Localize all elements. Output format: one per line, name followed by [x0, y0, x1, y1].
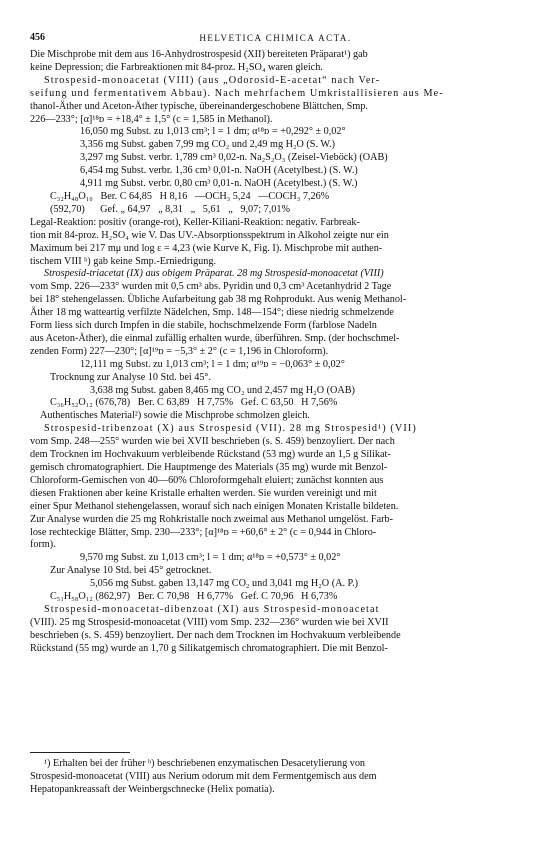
text-line: form). [30, 539, 56, 551]
formula-line: C₃₆H₅₂O₁₂ (676,78) Ber. C 63,89 H 7,75% Gef. C 63,50 H 7,56% [50, 397, 338, 409]
text-line: lose rechteckige Blätter, Smp. 230—233°; [α]¹⁸ᴅ = +60,6° ± 2° (c = 0,944 in Chloro- [30, 526, 377, 538]
text-line: beschrieben (s. S. 459) benzoyliert. Der nach dem Trocknen im Hochvakuum verbleibende [30, 629, 401, 641]
text-line: Die Mischprobe mit dem aus 16-Anhydrostrospesid (XII) bereiteten Präparat¹) gab [30, 49, 368, 60]
analysis-line: 6,454 mg Subst. verbr. 1,36 cm³ 0,01-n. NaOH (Acetylbest.) (S. W.) [80, 165, 358, 177]
text-line: zenden Form) 227—230°; [α]¹⁹ᴅ = −5,3° ± 2° (c = 1,196 in Chloroform). [30, 345, 329, 357]
running-header [30, 32, 521, 46]
text-line: Legal-Reaktion: positiv (orange-rot), Keller-Kiliani-Reaktion: negativ. Farbreak- [30, 216, 360, 228]
formula-line: C₅₁H₅₈O₁₂ (862,97) Ber. C 70,98 H 6,77% Gef. C 70,96 H 6,73% [50, 591, 338, 603]
analysis-line: 4,911 mg Subst. verbr. 0,80 cm³ 0,01-n. NaOH (Acetylbest.) (S. W.) [80, 178, 358, 190]
section-heading-line: Strospesid-monoacetat (VIII) (aus „Odorosid-E-acetat“ nach Ver- [44, 74, 381, 86]
measurement-line: 16,050 mg Subst. zu 1,013 cm³; l = 1 dm; α¹⁸ᴅ = +0,292° ± 0,02° [80, 126, 346, 138]
text-line: Trocknung zur Analyse 10 Std. bei 45°. [50, 371, 212, 383]
text-line: (VIII). 25 mg Strospesid-monoacetat (VIII) vom Smp. 232—236° wurden wie bei XVII [30, 616, 389, 628]
formula-line: C₃₂H₄₈O₁₀ Ber. C 64,85 H 8,16 —OCH₃ 5,24 —COCH₃ 7,26% [50, 190, 330, 202]
footnote-line: Strospesid-monoacetat (VIII) aus Nerium odorum mit dem Fermentgemisch aus dem [30, 770, 377, 782]
section-heading-line: Strospesid-triacetat (IX) aus obigem Präparat. 28 mg Strospesid-monoacetat (VIII) [44, 268, 384, 280]
measurement-line: 9,570 mg Subst. zu 1,013 cm³; l = 1 dm; α¹⁸ᴅ = +0,573° ± 0,02° [80, 552, 341, 564]
text-line: keine Depression; die Farbreaktionen mit 84-proz. H₂SO₄ waren gleich. [30, 61, 323, 73]
text-line: vom Smp. 226—233° wurden mit 0,5 cm³ abs. Pyridin und 0,3 cm³ Acetanhydrid 2 Tage [30, 281, 392, 293]
text-line: vom Smp. 248—255° wurden wie bei XVII beschrieben (s. S. 459) benzoyliert. Der nach [30, 436, 395, 448]
text-line: bei 18° stehengelassen. Übliche Aufarbeitung gab 38 mg Rohprodukt. Aus wenig Methanol- [30, 294, 407, 306]
text-line: 226—233°; [α]¹⁸ᴅ = +18,4° ± 1,5° (c = 1,585 in Methanol). [30, 113, 273, 125]
measurement-line: 12,111 mg Subst. zu 1,013 cm³; l = 1 dm; α¹⁹ᴅ = −0,063° ± 0,02° [80, 358, 345, 370]
text-line: Authentisches Material²) sowie die Mischprobe schmolzen gleich. [40, 410, 310, 422]
text-line: thanol-Äther und Aceton-Äther typische, übereinandergeschobene Blättchen, Smp. [30, 100, 368, 112]
page-number: 456 [30, 32, 45, 43]
footnote-line: ¹) Erhalten bei der früher ᵇ) beschriebenen enzymatischen Desacetylierung von [44, 758, 366, 769]
section-heading-line: Strospesid-tribenzoat (X) aus Strospesid (VII). 28 mg Strospesid¹) (VII) [44, 423, 417, 435]
text-line: Maximum bei 217 mμ und log ε = 4,23 (wie Kurve K, Fig. I). Mischprobe mit authen- [30, 242, 383, 254]
text-line: tion mit 84-proz. H₂SO₄ wie V. Das UV.-Absorptionsspektrum in Alkohol zeigte nur ein [30, 229, 389, 241]
text-line: Zur Analyse 10 Std. bei 45° getrocknet. [50, 565, 212, 577]
text-line: tischem VIII ᵇ) gab keine Smp.-Erniedrigung. [30, 255, 217, 267]
footnote [30, 752, 521, 797]
text-line: einer Spur Methanol stehengelassen, worauf sich nach einigen Monaten Kristalle bildeten. [30, 500, 399, 512]
analysis-line: 3,297 mg Subst. verbr. 1,789 cm³ 0,02-n. Na₂S₂O₃ (Zeisel-Vieböck) (OAB) [80, 152, 388, 164]
text-line: diesen Fraktionen aber keine Kristalle erhalten werden. Sie wurden vereinigt und mit [30, 487, 377, 499]
analysis-line: 3,356 mg Subst. gaben 7,99 mg CO₂ und 2,49 mg H₂O (S. W.) [80, 139, 336, 151]
text-line: seifung und fermentativem Abbau). Nach mehrfachem Umkristallisieren aus Me- [30, 87, 444, 99]
text-line: aus Aceton-Äther), die einmal zufällig erhalten wurde, überführen. Smp. (der hochschmel- [30, 332, 400, 344]
text-line: Rückstand (55 mg) wurde an 1,70 g Silikatgemisch chromatographiert. Die mit Benzol- [30, 642, 388, 654]
journal-title: HELVETICA CHIMICA ACTA. [199, 33, 352, 43]
text-line: Äther 18 mg watteartig verfilzte Nädelchen, Smp. 148—154°; diese niedrig schmelzende [30, 307, 394, 319]
text-line: Zur Analyse wurden die 25 mg Rohkristalle noch zweimal aus Methanol umgelöst. Farb- [30, 513, 393, 525]
text-line: dem Trocknen im Hochvakuum verbleibende Rückstand (53 mg) wurde an 1,5 g Silikat- [30, 449, 391, 461]
footnote-rule [30, 752, 130, 753]
body-text [30, 49, 521, 656]
text-line: Chloroform-Gemischen von 40—60% Chloroformgehalt eluiert; zunächst konnten aus [30, 474, 384, 486]
analysis-line: 5,056 mg Subst. gaben 13,147 mg CO₂ und 3,041 mg H₂O (A. P.) [90, 578, 359, 590]
formula-line: (592,70) Gef. „ 64,97 „ 8,31 „ 5,61 „ 9,07; 7,01% [50, 203, 290, 215]
text-line: gemisch chromatographiert. Die Hauptmenge des Materials (35 mg) wurde mit Benzol- [30, 462, 388, 473]
text-line: Form liess sich durch Impfen in die stabile, hochschmelzende Form (farblose Nadeln [30, 320, 377, 332]
footnote-line: Hepatopankreassaft der Weinbergschnecke (Helix pomatia). [30, 783, 275, 795]
section-heading-line: Strospesid-monoacetat-dibenzoat (XI) aus Strospesid-monoacetat [44, 603, 380, 615]
analysis-line: 3,638 mg Subst. gaben 8,465 mg CO₂ und 2,457 mg H₂O (OAB) [90, 384, 355, 396]
